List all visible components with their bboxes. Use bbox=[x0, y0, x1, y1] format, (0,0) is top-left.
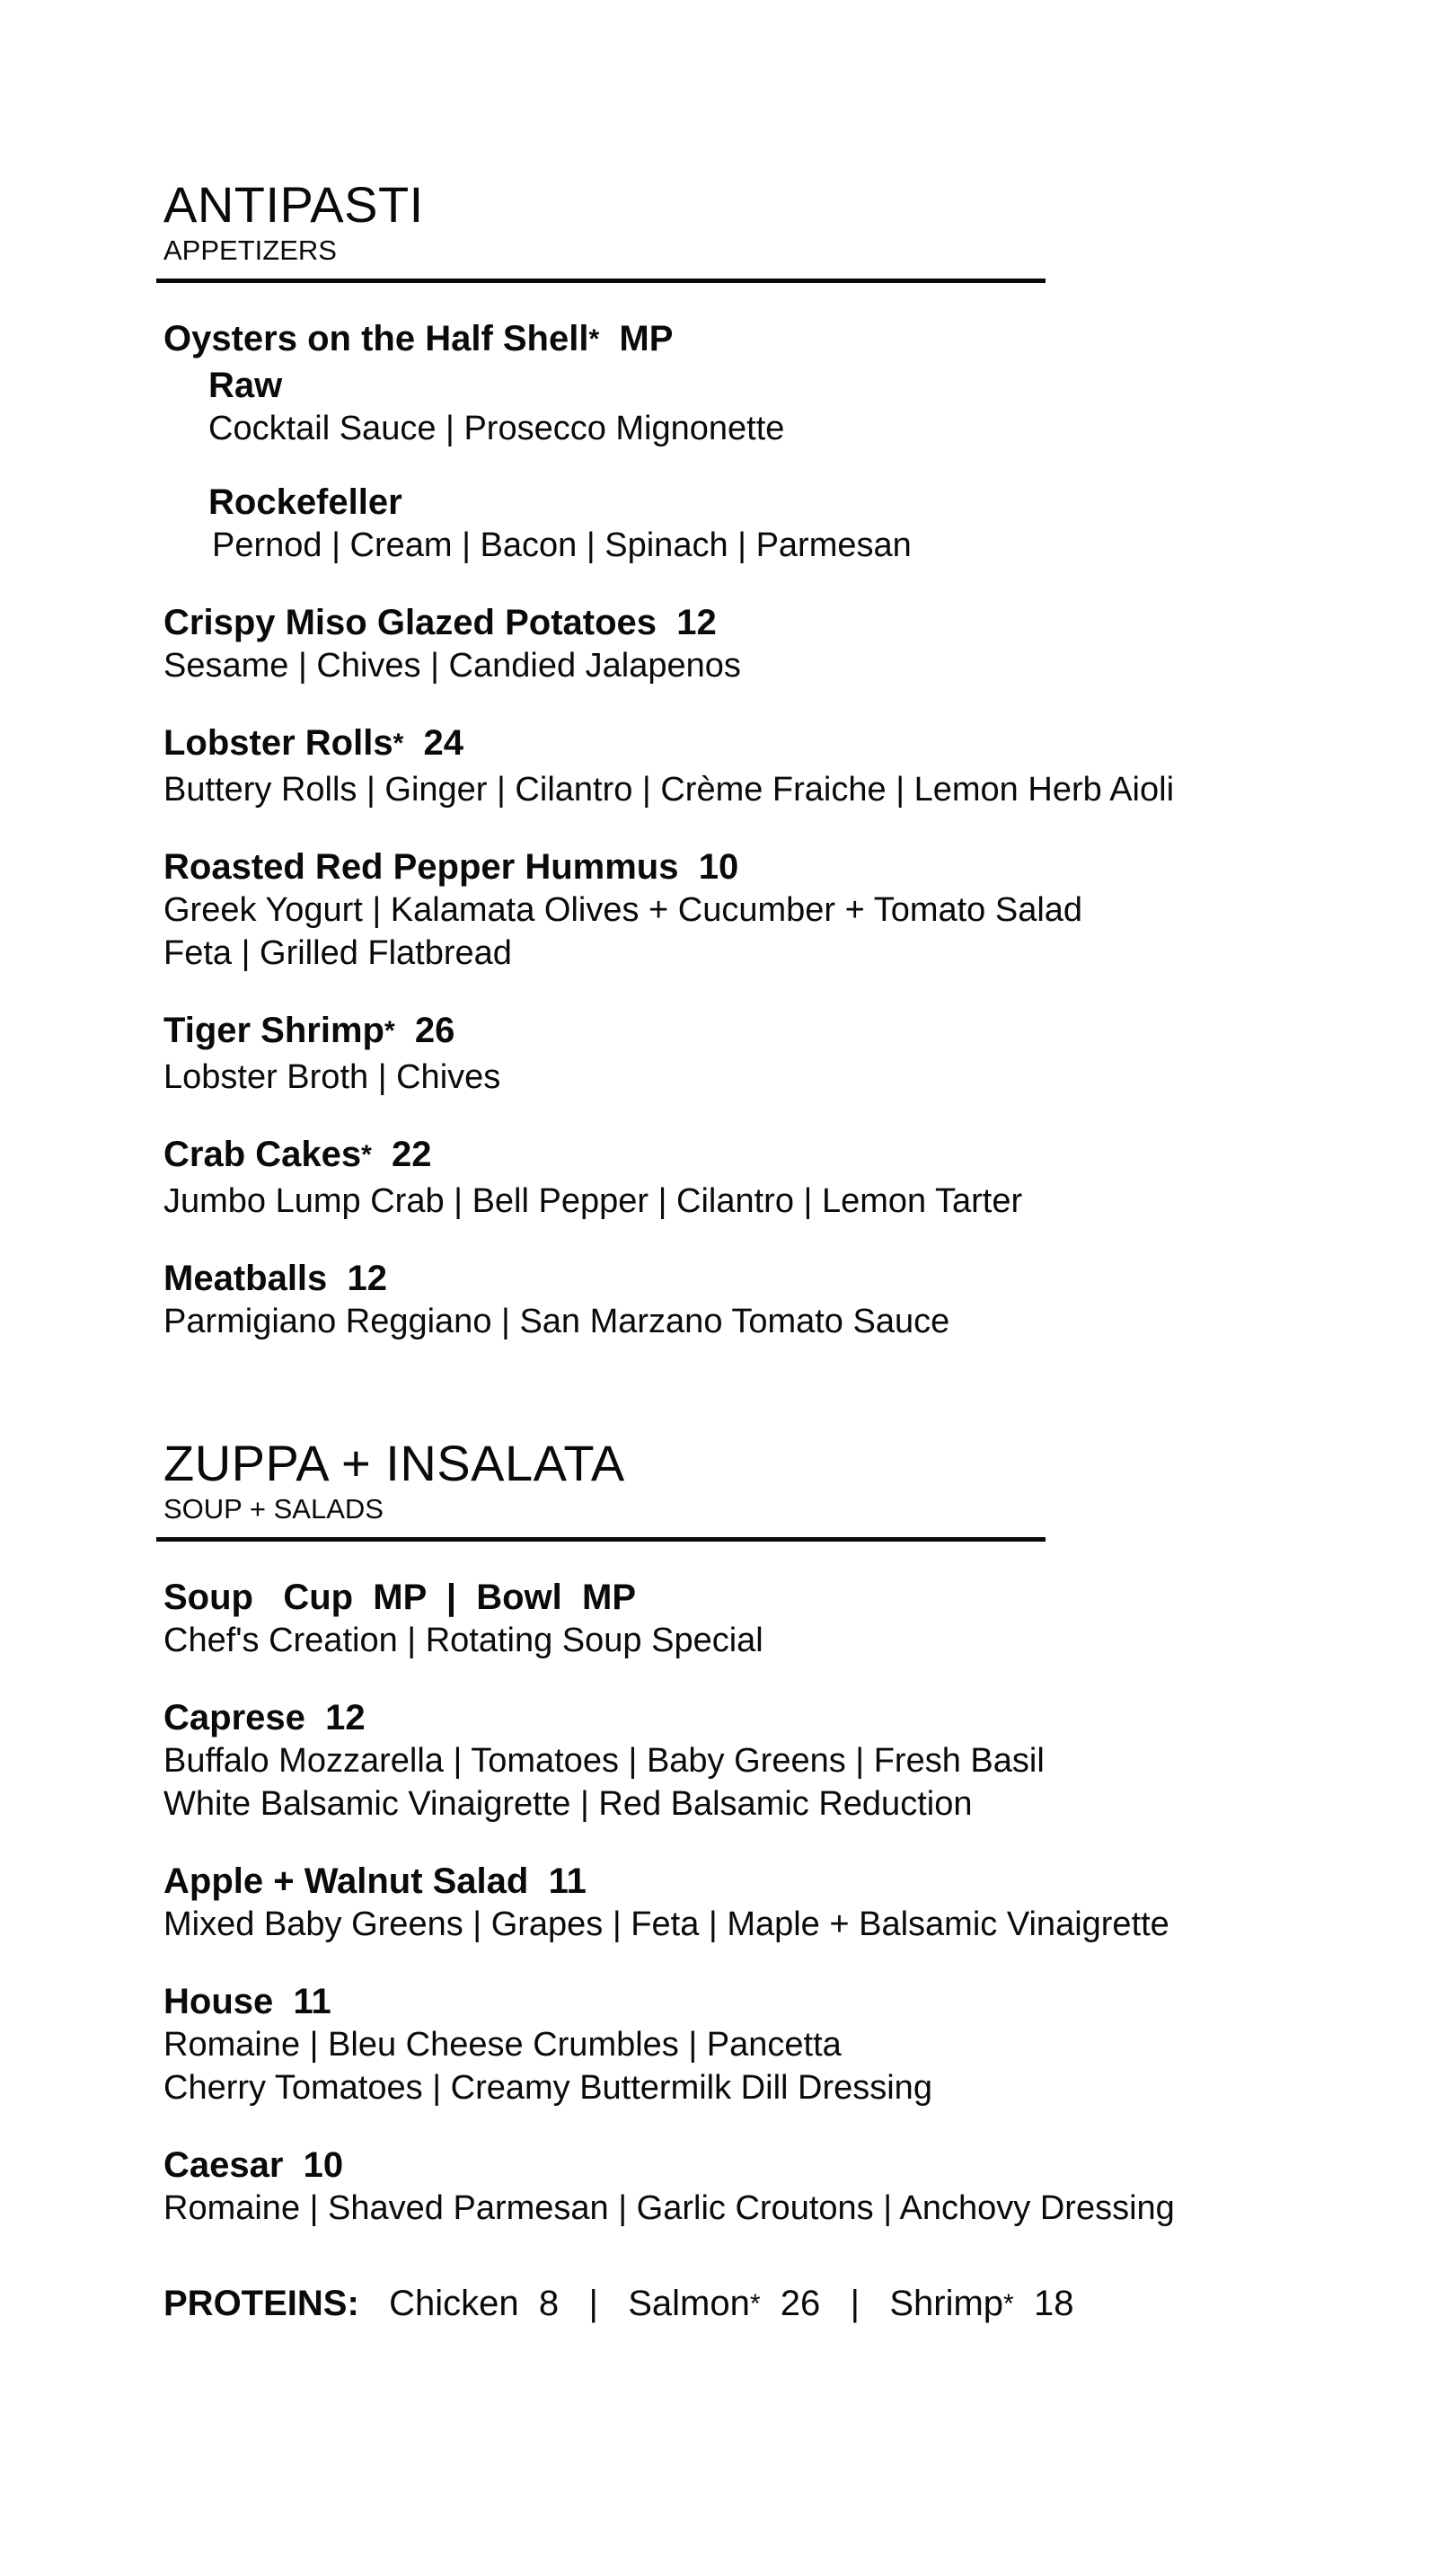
item-name: Caprese bbox=[163, 1698, 305, 1737]
item-name-line bbox=[163, 317, 1331, 364]
section-subtitle: APPETIZERS bbox=[163, 234, 337, 266]
raw-warning-star: * bbox=[384, 1016, 395, 1046]
item-desc: Sesame | Chives | Candied Jalapenos bbox=[163, 647, 741, 685]
separator: | bbox=[588, 2284, 598, 2323]
section-zuppa-insalata bbox=[163, 1435, 1331, 2329]
menu-item-meatballs bbox=[163, 1257, 1331, 1343]
protein-name: Shrimp bbox=[889, 2284, 1004, 2323]
item-desc: Mixed Baby Greens | Grapes | Feta | Maple + Balsamic Vinaigrette bbox=[163, 1905, 1169, 1943]
item-name-line bbox=[163, 721, 1331, 768]
item-price: 11 bbox=[293, 1982, 331, 2021]
item-name: Oysters on the Half Shell bbox=[163, 319, 589, 358]
raw-warning-star: * bbox=[588, 324, 600, 354]
item-name: Lobster Rolls bbox=[163, 723, 393, 763]
item-price: 10 bbox=[303, 2145, 344, 2185]
item-desc: Jumbo Lump Crab | Bell Pepper | Cilantro | Lemon Tarter bbox=[163, 1182, 1023, 1220]
protein-name: Salmon bbox=[628, 2284, 750, 2323]
menu-item-caprese bbox=[163, 1696, 1331, 1826]
item-desc: Greek Yogurt | Kalamata Olives + Cucumber + Tomato Salad bbox=[163, 891, 1083, 929]
item-name-line bbox=[163, 601, 1331, 644]
menu-item-red-pepper-hummus bbox=[163, 845, 1331, 975]
protein-price: 26 bbox=[780, 2284, 821, 2323]
proteins-label: PROTEINS: bbox=[163, 2284, 359, 2323]
item-desc: Lobster Broth | Chives bbox=[163, 1058, 501, 1096]
menu-item-tiger-shrimp bbox=[163, 1009, 1331, 1099]
item-desc: Buttery Rolls | Ginger | Cilantro | Crème Fraiche | Lemon Herb Aioli bbox=[163, 771, 1175, 809]
item-name: Meatballs bbox=[163, 1259, 328, 1298]
item-name-line bbox=[163, 1133, 1331, 1180]
item-name-line bbox=[163, 1860, 1331, 1903]
menu-item-lobster-rolls bbox=[163, 721, 1331, 811]
menu-item-oysters bbox=[163, 317, 1331, 567]
menu-item-apple-walnut-salad bbox=[163, 1860, 1331, 1946]
item-name-line bbox=[163, 1009, 1331, 1056]
item-price: 11 bbox=[548, 1861, 587, 1901]
proteins-line bbox=[163, 2282, 1331, 2329]
item-desc: White Balsamic Vinaigrette | Red Balsamic Reduction bbox=[163, 1785, 973, 1823]
section-title: ANTIPASTI bbox=[163, 176, 424, 233]
sub-item-name: Raw bbox=[208, 366, 283, 405]
item-desc: Cherry Tomatoes | Creamy Buttermilk Dill Dressing bbox=[163, 2069, 932, 2107]
item-price: 10 bbox=[698, 847, 739, 887]
item-price: 12 bbox=[325, 1698, 366, 1737]
section-title: ZUPPA + INSALATA bbox=[163, 1435, 625, 1491]
section-divider bbox=[156, 1537, 1046, 1542]
menu-item-caesar bbox=[163, 2144, 1331, 2230]
item-desc: Romaine | Shaved Parmesan | Garlic Croutons | Anchovy Dressing bbox=[163, 2189, 1175, 2227]
raw-warning-star: * bbox=[361, 1140, 372, 1170]
protein-price: 8 bbox=[538, 2284, 560, 2323]
item-price: 12 bbox=[676, 603, 717, 642]
item-price: MP bbox=[619, 319, 674, 358]
section-divider bbox=[156, 278, 1046, 283]
separator: | bbox=[850, 2284, 860, 2323]
item-price: 26 bbox=[414, 1011, 455, 1050]
item-desc: Romaine | Bleu Cheese Crumbles | Pancetta bbox=[163, 2026, 842, 2064]
item-name: Apple + Walnut Salad bbox=[163, 1861, 529, 1901]
item-name-line bbox=[163, 1980, 1331, 2023]
raw-warning-star: * bbox=[393, 729, 404, 758]
item-name-line bbox=[163, 1257, 1331, 1300]
item-name: Soup bbox=[163, 1578, 253, 1617]
sub-item-desc: Cocktail Sauce | Prosecco Mignonette bbox=[208, 410, 785, 447]
protein-price: 18 bbox=[1033, 2284, 1074, 2323]
item-price: 12 bbox=[347, 1259, 388, 1298]
menu-item-crab-cakes bbox=[163, 1133, 1331, 1223]
menu-item-soup bbox=[163, 1576, 1331, 1662]
raw-warning-star: * bbox=[749, 2289, 761, 2319]
sub-item-raw bbox=[208, 364, 1331, 450]
item-price: Cup MP | Bowl MP bbox=[283, 1578, 637, 1617]
menu-item-crispy-miso-potatoes bbox=[163, 601, 1331, 687]
raw-warning-star: * bbox=[1003, 2289, 1014, 2319]
item-name: Crispy Miso Glazed Potatoes bbox=[163, 603, 657, 642]
sub-item-name: Rockefeller bbox=[208, 482, 402, 522]
menu-item-house-salad bbox=[163, 1980, 1331, 2109]
section-antipasti bbox=[163, 176, 1331, 1343]
item-desc: Feta | Grilled Flatbread bbox=[163, 934, 512, 972]
item-name: Roasted Red Pepper Hummus bbox=[163, 847, 679, 887]
item-name: Crab Cakes bbox=[163, 1135, 362, 1174]
item-price: 24 bbox=[423, 723, 464, 763]
item-name-line bbox=[163, 1696, 1331, 1739]
menu-page bbox=[163, 176, 1331, 2329]
item-name-line bbox=[163, 2144, 1331, 2187]
item-name: Caesar bbox=[163, 2145, 284, 2185]
section-subtitle: SOUP + SALADS bbox=[163, 1493, 384, 1525]
protein-name: Chicken bbox=[389, 2284, 519, 2323]
sub-item-desc: Pernod | Cream | Bacon | Spinach | Parmesan bbox=[212, 526, 912, 564]
item-name: Tiger Shrimp bbox=[163, 1011, 384, 1050]
item-desc: Buffalo Mozzarella | Tomatoes | Baby Greens | Fresh Basil bbox=[163, 1742, 1045, 1780]
item-name-line bbox=[163, 845, 1331, 889]
item-desc: Parmigiano Reggiano | San Marzano Tomato Sauce bbox=[163, 1303, 950, 1340]
item-name-line bbox=[163, 1576, 1331, 1619]
sub-item-rockefeller bbox=[208, 481, 1331, 567]
item-desc: Chef's Creation | Rotating Soup Special bbox=[163, 1622, 763, 1659]
item-price: 22 bbox=[392, 1135, 432, 1174]
item-name: House bbox=[163, 1982, 274, 2021]
